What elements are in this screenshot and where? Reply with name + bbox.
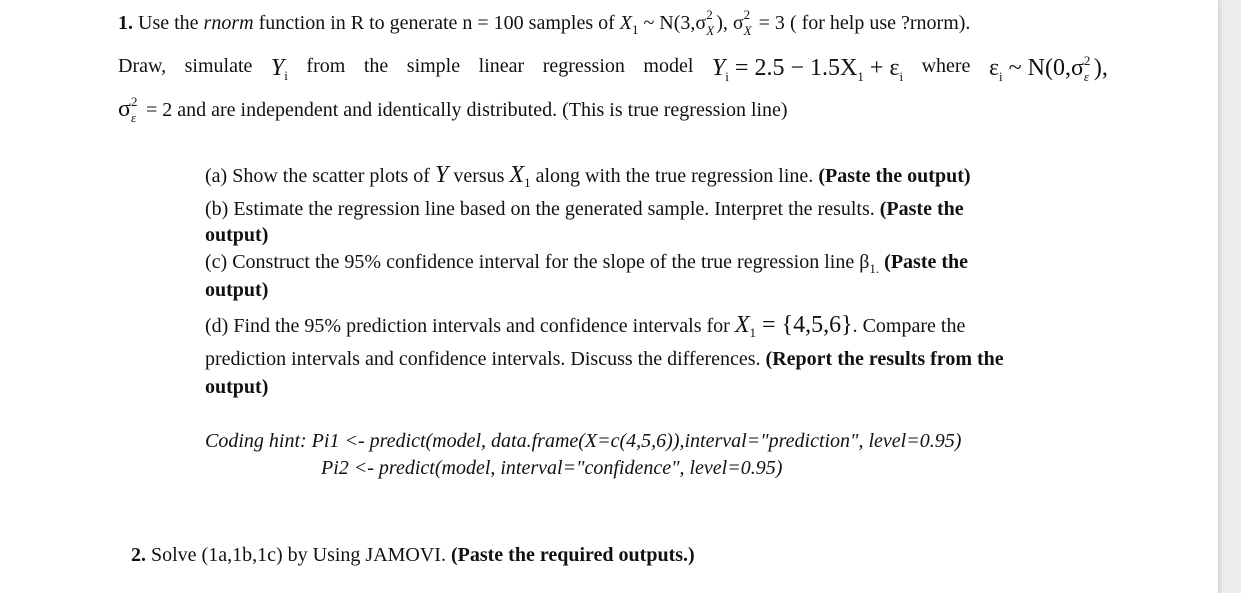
q1-line3-text: = 2 and are independent and identically distributed. (This is true regression line) [140, 99, 788, 121]
coding-hint-line-2: Pi2 <- predict(model, interval="confidence", level=0.95) [321, 457, 783, 479]
subscript: 1 [631, 22, 639, 37]
q1-text: function in R to generate n = 100 samples of [253, 12, 620, 34]
sigma-epsilon: σ [118, 96, 131, 122]
x-set: = {4,5,6} [756, 312, 853, 338]
part-d-line-3: output) [205, 376, 269, 398]
part-d-line-2: prediction intervals and confidence intervals. Discuss the differences. (Report the results from the [205, 348, 1004, 370]
paste-output-a: (Paste the output) [818, 165, 971, 187]
help-note: ( for help use ?rnorm). [784, 12, 971, 34]
q1-text: Use the [138, 12, 204, 34]
q2-line: 2. Solve (1a,1b,1c) by Using JAMOVI. (Paste the required outputs.) [131, 544, 695, 566]
q1-number: 1. [118, 12, 133, 34]
q1-line-2: Draw, simulate $Y_i$ from the simple linear regression model $Y_i = 2.5 - 1.5X_1 + \varepsilon_i$ where $\varepsilon_i$ ~ N(0,σ 2 ε ), [118, 53, 1108, 84]
part-c-line-2: output) [205, 279, 269, 301]
coding-hint-line-1: Coding hint: Pi1 <- predict(model, data.frame(X=c(4,5,6)),interval="prediction", level=0.95) [205, 430, 962, 452]
sigma-x-scripts: 2 X [706, 7, 715, 38]
q1-line-1: 1. Use the rnorm function in R to generate n = 100 samples of $X_1$ ~ N(3,σ 2 X ), σ 2 X = 3 ( for help use ?rnorm). [118, 7, 971, 38]
x1-symbol: X [619, 12, 632, 34]
yi-symbol: Y [270, 55, 285, 81]
part-b-line-2: output) [205, 224, 269, 246]
q2-number: 2. [131, 544, 146, 566]
q1-line-3: σ 2 ε = 2 and are independent and identically distributed. (This is true regression line) [118, 94, 788, 125]
sigma-x-scripts-2: 2 X [743, 7, 752, 38]
regression-model: $Y_i = 2.5 - 1.5X_1 + \varepsilon_i$ [711, 55, 904, 84]
part-b-line-1: (b) Estimate the regression line based on the generated sample. Interpret the results. (Paste the [205, 198, 964, 220]
sigma-value: = 3 [753, 12, 785, 34]
distribution-close: ), [716, 12, 728, 34]
part-c-line-1: (c) Construct the 95% confidence interval for the slope of the true regression line $\beta_{1.}$ (Paste the [205, 251, 969, 276]
error-distribution: $\varepsilon_i$ ~ N(0,σ 2 ε ), [988, 53, 1108, 84]
y-symbol: Y [434, 162, 449, 188]
x1-symbol: X [509, 162, 525, 188]
rnorm-term: rnorm [203, 12, 254, 34]
x1-symbol: X [734, 312, 750, 338]
distribution-expr: ~ N(3,σ [638, 12, 707, 34]
part-d-line-1: (d) Find the 95% prediction intervals and confidence intervals for $X_1 = \{4,5,6\}$. Compare the [205, 312, 966, 340]
part-a: (a) Show the scatter plots of Y versus $X_1$ along with the true regression line. (Paste the output) [205, 162, 971, 190]
